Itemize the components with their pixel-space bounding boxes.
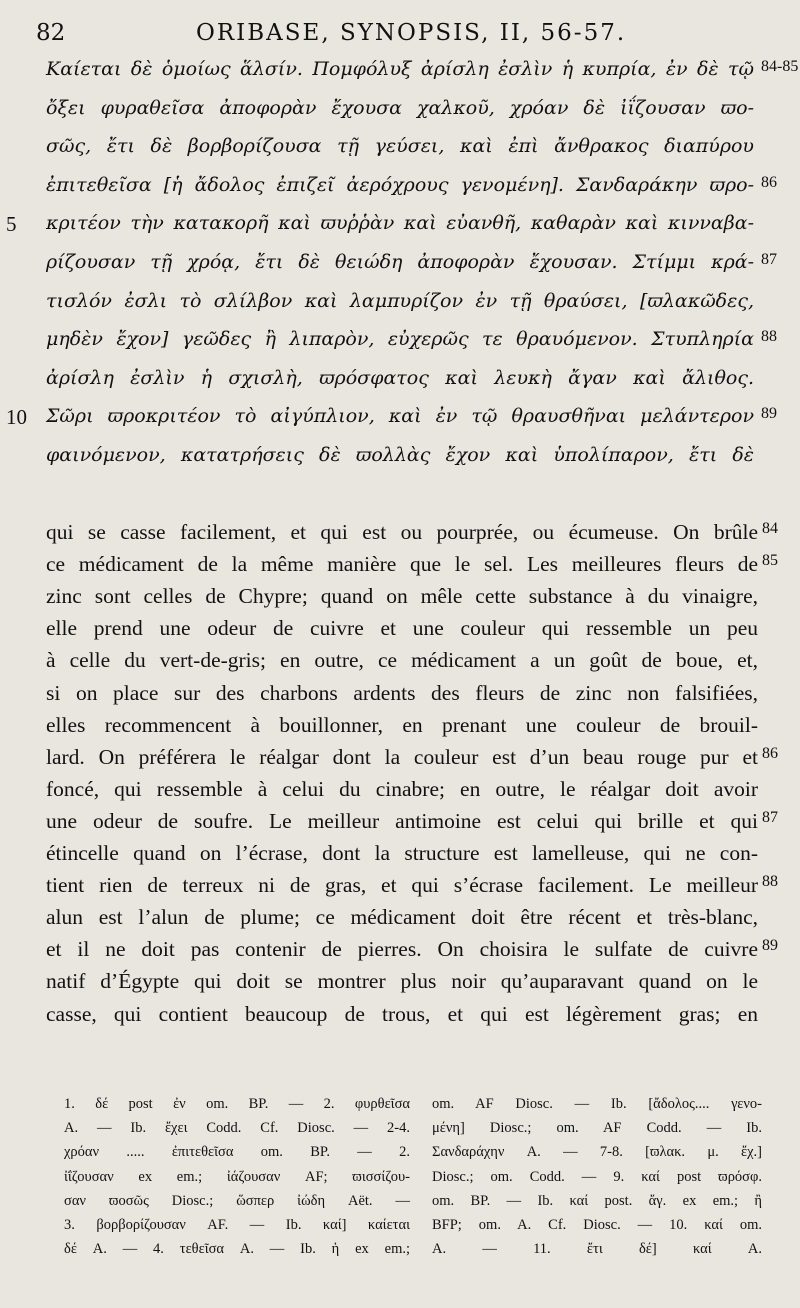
french-line [0, 873, 800, 905]
greek-line-text: ὄξει φυραθεῖσα ἀποφορὰν ἔχουσα χαλκοῦ, χρόαν δὲ ἰΐζουσαν ϖο- [46, 96, 754, 119]
footnote-line-right [432, 1144, 778, 1168]
running-title: ORIBASE, SYNOPSIS, II, 56-57. [196, 20, 627, 46]
footnote-text: Σανδαράχην A. — 7-8. [ϖλακ. μ. ἔχ.] [432, 1144, 762, 1161]
section-reference: 84-85 [761, 58, 799, 75]
greek-line-text: ἀρίσλη ἐσλὶν ἡ σχισλὴ, ϖρόσφατος καὶ λευκὴ ἄγαν καὶ ἄλιθος. [46, 366, 754, 389]
french-line-text: étincelle quand on l’écrase, dont la structure est lamelleuse, qui ne con- [46, 841, 758, 865]
section-reference: 87 [761, 251, 777, 268]
greek-line [0, 290, 800, 328]
french-line [0, 648, 800, 680]
french-line-text: natif d’Égypte qui doit se montrer plus noir qu’auparavant quand on le [46, 969, 758, 994]
greek-line [0, 97, 800, 135]
greek-line-text: ἐπιτεθεῖσα [ἡ ἄδολος ἐπιζεῖ ἀερόχρους γενομένη]. Σανδαράκην ϖρο- [46, 173, 754, 196]
footnote-text: ἰΐζουσαν ex em.; ἰάζουσαν AF; ϖισσίζου- [64, 1168, 410, 1185]
french-line [0, 937, 800, 969]
greek-line [0, 58, 800, 96]
greek-line-text: Καίεται δὲ ὁμοίως ἅλσίν. Πομφόλυξ ἀρίσλη ἐσλὶν ἡ κυπρία, ἐν δὲ τῷ [46, 58, 754, 80]
section-reference: 88 [761, 328, 777, 346]
footnote-text: μένη] Diosc.; om. AF Codd. — Ib. [432, 1120, 762, 1137]
section-reference: 89 [762, 937, 778, 955]
french-line [0, 584, 800, 616]
french-line-text: une odeur de soufre. Le meilleur antimoine est celui qui brille et qui [46, 808, 758, 833]
french-line-text: zinc sont celles de Chypre; quand on mêle cette substance à du vinaigre, [46, 584, 758, 609]
section-reference: 86 [762, 744, 778, 762]
greek-line [0, 367, 800, 405]
greek-line-text: κριτέον τὴν κατακορῆ καὶ ϖυῤῥὰν καὶ εὐανθῆ, καθαρὰν καὶ κινναβα- [46, 212, 754, 235]
line-number: 10 [6, 405, 27, 430]
footnote-line-left [64, 1096, 410, 1120]
french-line-text: casse, qui contient beaucoup de trous, et qui est légèrement gras; en [46, 1001, 758, 1026]
french-line [0, 681, 800, 713]
footnote-line-right [432, 1169, 778, 1193]
section-reference: 85 [762, 552, 778, 570]
section-reference: 86 [761, 173, 777, 191]
footnote-line-right [432, 1193, 778, 1217]
footnote-line-left [64, 1120, 410, 1144]
footnote-text: A. — Ib. ἔχει Codd. Cf. Diosc. — 2-4. [64, 1120, 410, 1137]
greek-line-text: τισλόν ἐσλι τὸ σλίλβον καὶ λαμπυρίζον ἐν τῇ θραύσει, [ϖλακῶδες, [46, 289, 754, 312]
french-line [0, 969, 800, 1001]
french-line [0, 809, 800, 841]
page-number: 82 [36, 20, 66, 46]
french-line [0, 552, 800, 584]
footnote-text: δέ A. — 4. τεθεῖσα A. — Ib. ἡ ex em.; [64, 1241, 410, 1258]
footnote-text: A. — 11. ἔτι δέ] καί A. [432, 1241, 762, 1258]
greek-line-text: Σῶρι ϖροκριτέον τὸ αἰγύπλιον, καὶ ἐν τῷ θραυσθῆναι μελάντερον [46, 405, 754, 428]
section-reference: 84 [762, 520, 778, 537]
french-line-text: foncé, qui ressemble à celui du cinabre; en outre, le réalgar doit avoir [46, 776, 758, 801]
footnote-line-left [64, 1193, 410, 1217]
french-line [0, 1002, 800, 1034]
greek-line-text: ρίζουσαν τῇ χρόᾳ, ἔτι δὲ θειώδη ἀποφορὰν ἔχουσαν. Στίμμι κρά- [46, 251, 754, 273]
french-line [0, 520, 800, 552]
french-line-text: lard. On préférera le réalgar dont la couleur est d’un beau rouge pur et [46, 744, 758, 769]
french-line [0, 841, 800, 873]
footnote-text: BFP; om. A. Cf. Diosc. — 10. καί om. [432, 1217, 762, 1233]
french-line-text: elle prend une odeur de cuivre et une couleur qui ressemble un peu [46, 616, 758, 641]
french-line [0, 616, 800, 648]
greek-line-text: σῶς, ἔτι δὲ βορβορίζουσα τῇ γεύσει, καὶ ἐπὶ ἄνθρακος διαπύρου [46, 135, 754, 158]
french-line [0, 777, 800, 809]
footnote-text: σαν ϖοσῶς Diosc.; ὥσπερ ἰώδη Aët. — [64, 1192, 410, 1209]
french-line-text: elles recommencent à bouillonner, en prenant une couleur de brouil- [46, 712, 758, 737]
french-line [0, 745, 800, 777]
footnote-line-left [64, 1169, 410, 1193]
french-line-text: et il ne doit pas contenir de pierres. On choisira le sulfate de cuivre [46, 937, 758, 962]
greek-line [0, 212, 800, 250]
greek-line [0, 174, 800, 212]
french-line [0, 905, 800, 937]
section-reference: 87 [762, 808, 778, 826]
footnote-line-right [432, 1096, 778, 1120]
french-line-text: si on place sur des charbons ardents des fleurs de zinc non falsifiées, [46, 680, 758, 705]
footnote-text: χρόαν ..... ἐπιτεθεῖσα om. BP. — 2. [64, 1144, 410, 1161]
footnote-text: om. BP. — Ib. καί post. ἄγ. ex em.; ἢ [432, 1192, 762, 1209]
footnote-line-right [432, 1217, 778, 1241]
footnote-text: om. AF Diosc. — Ib. [ἄδολος.... γενο- [432, 1096, 762, 1112]
footnote-text: 3. βορβορίζουσαν AF. — Ib. καί] καίεται [64, 1217, 410, 1233]
french-line-text: alun est l’alun de plume; ce médicament doit être récent et très-blanc, [46, 905, 758, 930]
footnote-line-right [432, 1120, 778, 1144]
footnote-line-left [64, 1144, 410, 1168]
french-line-text: tient rien de terreux ni de gras, et qui s’écrase facilement. Le meilleur [46, 873, 758, 898]
greek-line [0, 405, 800, 443]
footnote-line-left [64, 1217, 410, 1241]
page-header [0, 18, 800, 52]
footnote-text: Diosc.; om. Codd. — 9. καί post ϖρόσφ. [432, 1168, 762, 1185]
greek-line [0, 135, 800, 173]
french-line-text: ce médicament de la même manière que le sel. Les meilleures fleurs de [46, 552, 758, 577]
greek-line-text: φαινόμενον, κατατρήσεις δὲ ϖολλὰς ἔχον καὶ ὑπολίπαρον, ἔτι δὲ [46, 444, 754, 466]
section-reference: 88 [762, 873, 778, 891]
greek-line [0, 444, 800, 482]
french-line-text: qui se casse facilement, et qui est ou pourprée, ou écumeuse. On brûle [46, 520, 758, 544]
greek-line [0, 328, 800, 366]
greek-line [0, 251, 800, 289]
footnote-text: 1. δέ post ἐν om. BP. — 2. φυρθεῖσα [64, 1096, 410, 1112]
footnote-line-left [64, 1241, 410, 1265]
section-reference: 89 [761, 405, 777, 423]
french-line-text: à celle du vert-de-gris; en outre, ce médicament a un goût de boue, et, [46, 648, 758, 673]
greek-line-text: μηδὲν ἔχον] γεῶδες ἢ λιπαρὸν, εὐχερῶς τε θραυόμενον. Στυπληρία [46, 328, 754, 351]
footnote-line-right [432, 1241, 778, 1265]
french-line [0, 713, 800, 745]
line-number: 5 [6, 212, 17, 237]
